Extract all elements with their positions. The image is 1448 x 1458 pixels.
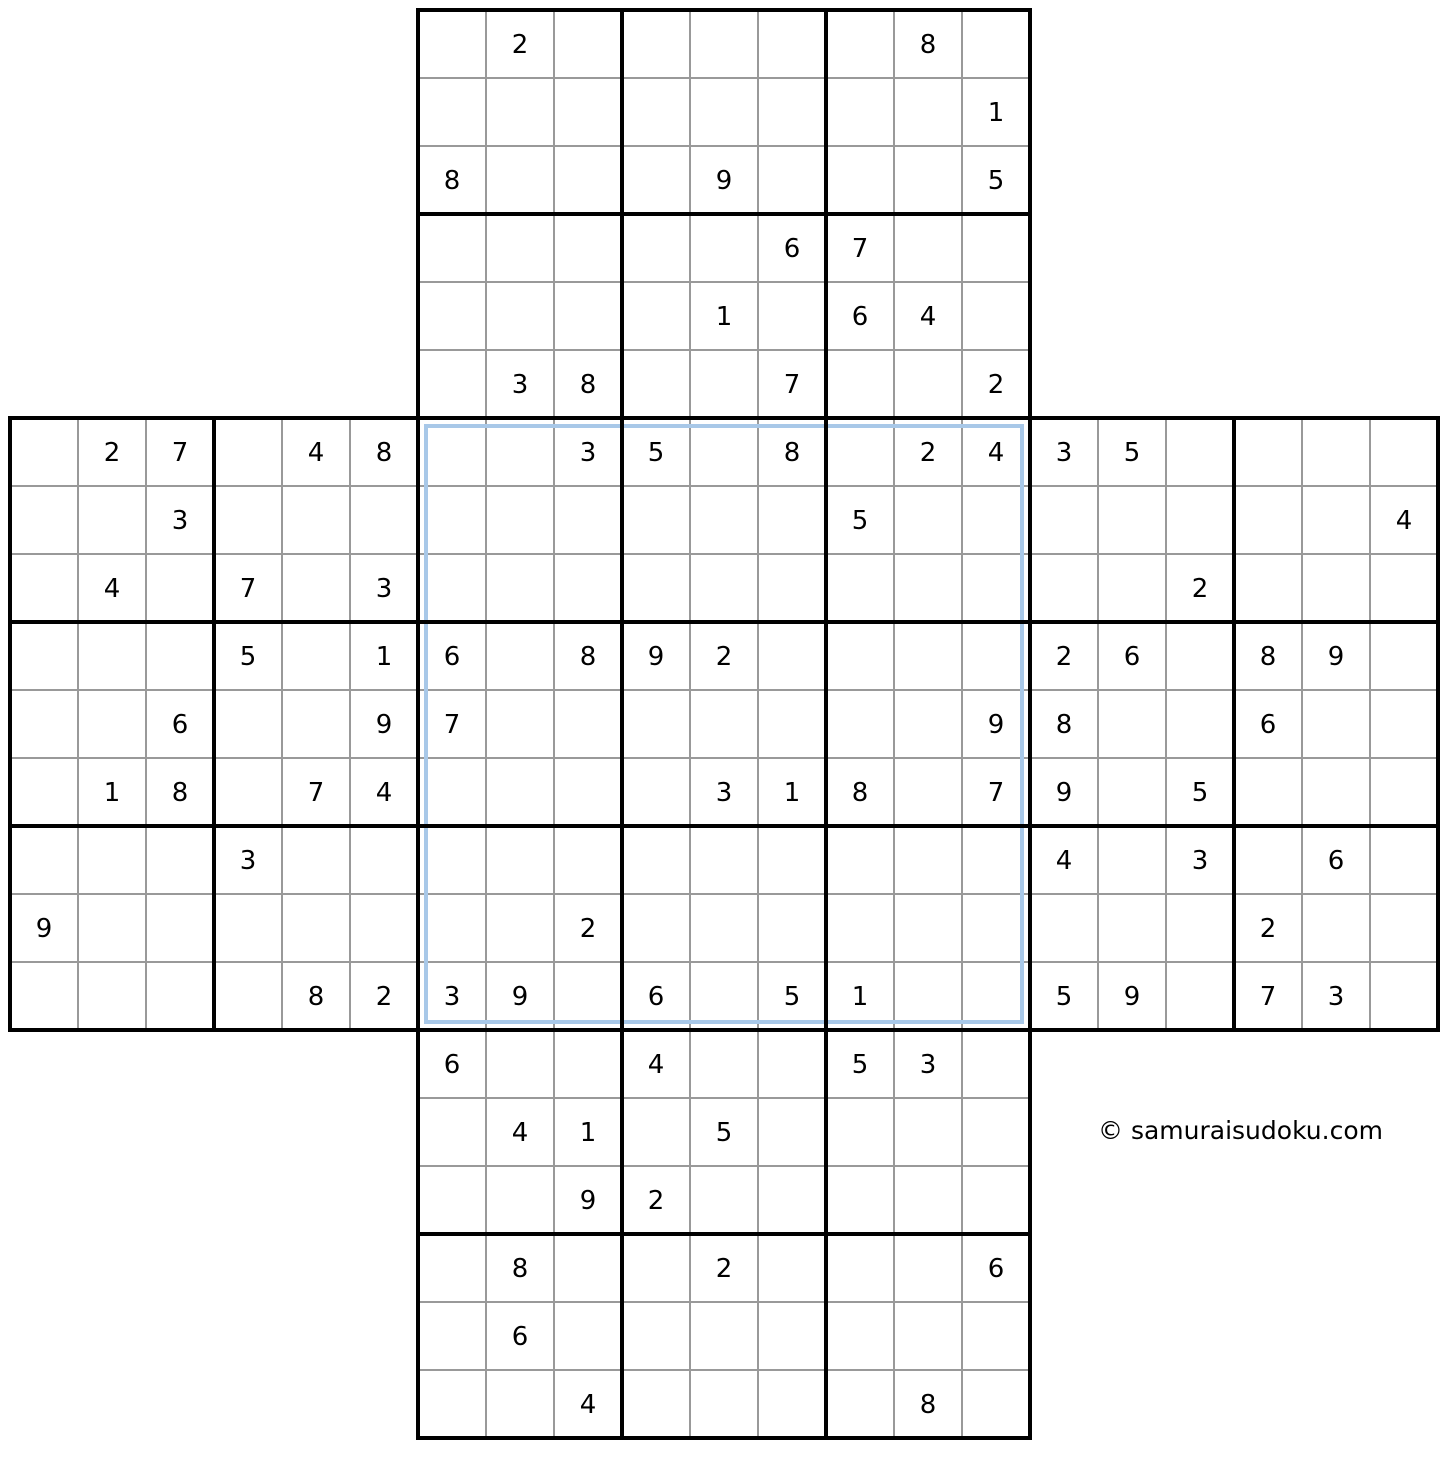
sudoku-cell[interactable]	[758, 1234, 826, 1302]
sudoku-cell[interactable]	[758, 826, 826, 894]
sudoku-cell[interactable]	[622, 486, 690, 554]
sudoku-cell[interactable]	[418, 486, 486, 554]
sudoku-cell[interactable]	[418, 758, 486, 826]
given-digit: 5	[1123, 438, 1141, 468]
sudoku-cell[interactable]	[826, 554, 894, 622]
given-digit: 8	[851, 778, 869, 808]
sudoku-cell[interactable]	[554, 1234, 622, 1302]
sudoku-cell[interactable]	[1166, 962, 1234, 1030]
given-digit: 5	[1191, 778, 1209, 808]
given-digit: 7	[851, 234, 869, 264]
sudoku-cell[interactable]	[690, 1166, 758, 1234]
sudoku-cell[interactable]	[962, 1166, 1030, 1234]
given-digit: 6	[987, 1254, 1005, 1284]
sudoku-cell[interactable]	[214, 418, 282, 486]
sudoku-cell[interactable]	[486, 486, 554, 554]
given-digit: 3	[443, 982, 461, 1012]
given-digit: 8	[1259, 642, 1277, 672]
sudoku-cell[interactable]	[622, 554, 690, 622]
sudoku-cell[interactable]	[894, 214, 962, 282]
sudoku-cell[interactable]	[1302, 418, 1370, 486]
sudoku-cell[interactable]	[1098, 758, 1166, 826]
sudoku-cell[interactable]	[10, 622, 78, 690]
sudoku-cell[interactable]	[962, 826, 1030, 894]
sudoku-cell[interactable]	[418, 554, 486, 622]
sudoku-cell[interactable]	[758, 146, 826, 214]
given-digit: 9	[1123, 982, 1141, 1012]
given-digit: 8	[511, 1254, 529, 1284]
sudoku-cell[interactable]	[1302, 554, 1370, 622]
sudoku-cell[interactable]	[486, 146, 554, 214]
sudoku-cell[interactable]	[1166, 894, 1234, 962]
given-digit: 5	[715, 1118, 733, 1148]
copyright-text: © samuraisudoku.com	[1098, 1116, 1383, 1145]
sudoku-cell[interactable]	[894, 1302, 962, 1370]
sudoku-cell[interactable]	[690, 690, 758, 758]
given-digit: 7	[171, 438, 189, 468]
given-digit: 9	[1327, 642, 1345, 672]
given-digit: 3	[919, 1050, 937, 1080]
sudoku-cell[interactable]	[962, 10, 1030, 78]
sudoku-cell[interactable]	[486, 622, 554, 690]
sudoku-cell[interactable]	[826, 1166, 894, 1234]
given-digit: 8	[579, 642, 597, 672]
sudoku-cell[interactable]	[486, 1166, 554, 1234]
sudoku-cell[interactable]	[826, 146, 894, 214]
sudoku-cell[interactable]	[690, 418, 758, 486]
sudoku-cell[interactable]	[1234, 486, 1302, 554]
given-digit: 4	[1395, 506, 1413, 536]
sudoku-cell[interactable]	[418, 1302, 486, 1370]
sudoku-cell[interactable]	[10, 758, 78, 826]
given-digit: 4	[919, 302, 937, 332]
sudoku-cell[interactable]	[622, 894, 690, 962]
sudoku-cell[interactable]	[894, 1234, 962, 1302]
sudoku-cell[interactable]	[554, 826, 622, 894]
given-digit: 5	[987, 166, 1005, 196]
sudoku-cell[interactable]	[1370, 554, 1438, 622]
sudoku-cell[interactable]	[622, 214, 690, 282]
sudoku-cell[interactable]	[554, 690, 622, 758]
sudoku-cell[interactable]	[690, 962, 758, 1030]
sudoku-cell[interactable]	[758, 894, 826, 962]
sudoku-cell[interactable]	[146, 554, 214, 622]
sudoku-cell[interactable]	[690, 826, 758, 894]
sudoku-cell[interactable]	[10, 554, 78, 622]
given-digit: 9	[579, 1186, 597, 1216]
sudoku-cell[interactable]	[1370, 690, 1438, 758]
sudoku-cell[interactable]	[826, 1234, 894, 1302]
given-digit: 6	[1327, 846, 1345, 876]
sudoku-cell[interactable]	[282, 486, 350, 554]
sudoku-cell[interactable]	[1370, 758, 1438, 826]
given-digit: 9	[35, 914, 53, 944]
sudoku-cell[interactable]	[1098, 894, 1166, 962]
sudoku-cell[interactable]	[350, 826, 418, 894]
sudoku-cell[interactable]	[418, 10, 486, 78]
sudoku-cell[interactable]	[214, 486, 282, 554]
sudoku-cell[interactable]	[350, 894, 418, 962]
sudoku-cell[interactable]	[622, 146, 690, 214]
sudoku-cell[interactable]	[418, 282, 486, 350]
given-digit: 2	[715, 1254, 733, 1284]
given-digit: 6	[443, 1050, 461, 1080]
given-digit: 7	[1259, 982, 1277, 1012]
given-digit: 3	[375, 574, 393, 604]
sudoku-cell[interactable]	[554, 10, 622, 78]
given-digit: 7	[307, 778, 325, 808]
given-digit: 6	[1259, 710, 1277, 740]
sudoku-cell[interactable]	[758, 1370, 826, 1438]
sudoku-cell[interactable]	[1166, 418, 1234, 486]
sudoku-cell[interactable]	[758, 554, 826, 622]
sudoku-cell[interactable]	[826, 622, 894, 690]
given-digit: 8	[919, 30, 937, 60]
sudoku-cell[interactable]	[554, 146, 622, 214]
sudoku-cell[interactable]	[350, 486, 418, 554]
sudoku-cell[interactable]	[758, 1166, 826, 1234]
sudoku-cell[interactable]	[690, 10, 758, 78]
sudoku-cell[interactable]	[214, 894, 282, 962]
sudoku-cell[interactable]	[554, 758, 622, 826]
given-digit: 7	[783, 370, 801, 400]
sudoku-cell[interactable]	[894, 1098, 962, 1166]
sudoku-cell[interactable]	[282, 894, 350, 962]
sudoku-cell[interactable]	[10, 962, 78, 1030]
sudoku-cell[interactable]	[758, 486, 826, 554]
sudoku-cell[interactable]	[622, 826, 690, 894]
sudoku-cell[interactable]	[486, 690, 554, 758]
sudoku-cell[interactable]	[826, 1098, 894, 1166]
given-digit: 6	[783, 234, 801, 264]
sudoku-cell[interactable]	[962, 1370, 1030, 1438]
sudoku-cell[interactable]	[554, 486, 622, 554]
given-digit: 9	[1055, 778, 1073, 808]
sudoku-cell[interactable]	[282, 826, 350, 894]
sudoku-cell[interactable]	[554, 962, 622, 1030]
sudoku-cell[interactable]	[1234, 758, 1302, 826]
sudoku-cell[interactable]	[146, 962, 214, 1030]
sudoku-cell[interactable]	[282, 622, 350, 690]
given-digit: 6	[851, 302, 869, 332]
sudoku-cell[interactable]	[894, 1166, 962, 1234]
sudoku-cell[interactable]	[690, 486, 758, 554]
given-digit: 2	[919, 438, 937, 468]
sudoku-cell[interactable]	[1370, 418, 1438, 486]
given-digit: 2	[1055, 642, 1073, 672]
sudoku-cell[interactable]	[758, 1030, 826, 1098]
sudoku-cell[interactable]	[486, 1370, 554, 1438]
given-digit: 2	[715, 642, 733, 672]
sudoku-cell[interactable]	[486, 826, 554, 894]
sudoku-cell[interactable]	[282, 690, 350, 758]
sudoku-cell[interactable]	[1166, 690, 1234, 758]
sudoku-cell[interactable]	[486, 554, 554, 622]
sudoku-cell[interactable]	[962, 894, 1030, 962]
given-digit: 4	[987, 438, 1005, 468]
sudoku-cell[interactable]	[962, 962, 1030, 1030]
sudoku-cell[interactable]	[758, 690, 826, 758]
sudoku-cell[interactable]	[1234, 418, 1302, 486]
given-digit: 3	[239, 846, 257, 876]
sudoku-cell[interactable]	[826, 894, 894, 962]
sudoku-cell[interactable]	[758, 282, 826, 350]
sudoku-cell[interactable]	[418, 1166, 486, 1234]
sudoku-cell[interactable]	[1030, 554, 1098, 622]
given-digit: 8	[579, 370, 597, 400]
given-digit: 1	[103, 778, 121, 808]
sudoku-cell[interactable]	[622, 1234, 690, 1302]
sudoku-cell[interactable]	[894, 146, 962, 214]
sudoku-cell[interactable]	[10, 418, 78, 486]
sudoku-cell[interactable]	[486, 1030, 554, 1098]
sudoku-cell[interactable]	[1030, 486, 1098, 554]
given-digit: 3	[1191, 846, 1209, 876]
given-digit: 9	[511, 982, 529, 1012]
given-digit: 9	[715, 166, 733, 196]
sudoku-cell[interactable]	[78, 486, 146, 554]
sudoku-cell[interactable]	[1234, 554, 1302, 622]
sudoku-cell[interactable]	[214, 690, 282, 758]
sudoku-cell[interactable]	[418, 826, 486, 894]
sudoku-cell[interactable]	[554, 1030, 622, 1098]
sudoku-cell[interactable]	[894, 622, 962, 690]
given-digit: 2	[511, 30, 529, 60]
given-digit: 4	[579, 1390, 597, 1420]
sudoku-cell[interactable]	[418, 214, 486, 282]
given-digit: 2	[1191, 574, 1209, 604]
sudoku-cell[interactable]	[78, 894, 146, 962]
given-digit: 5	[239, 642, 257, 672]
sudoku-cell[interactable]	[962, 1030, 1030, 1098]
given-digit: 8	[375, 438, 393, 468]
sudoku-cell[interactable]	[1302, 758, 1370, 826]
sudoku-cell[interactable]	[1302, 486, 1370, 554]
sudoku-cell[interactable]	[690, 1030, 758, 1098]
sudoku-cell[interactable]	[826, 418, 894, 486]
sudoku-cell[interactable]	[486, 78, 554, 146]
given-digit: 1	[987, 98, 1005, 128]
sudoku-cell[interactable]	[690, 78, 758, 146]
sudoku-cell[interactable]	[146, 826, 214, 894]
sudoku-cell[interactable]	[758, 622, 826, 690]
given-digit: 2	[579, 914, 597, 944]
sudoku-cell[interactable]	[554, 554, 622, 622]
sudoku-cell[interactable]	[146, 894, 214, 962]
sudoku-cell[interactable]	[554, 282, 622, 350]
sudoku-cell[interactable]	[146, 622, 214, 690]
sudoku-cell[interactable]	[826, 350, 894, 418]
sudoku-cell[interactable]	[962, 554, 1030, 622]
sudoku-cell[interactable]	[486, 758, 554, 826]
sudoku-cell[interactable]	[10, 826, 78, 894]
given-digit: 1	[715, 302, 733, 332]
sudoku-cell[interactable]	[418, 78, 486, 146]
sudoku-cell[interactable]	[282, 554, 350, 622]
given-digit: 2	[647, 1186, 665, 1216]
given-digit: 7	[239, 574, 257, 604]
given-digit: 3	[1055, 438, 1073, 468]
given-digit: 3	[171, 506, 189, 536]
given-digit: 8	[443, 166, 461, 196]
given-digit: 6	[647, 982, 665, 1012]
sudoku-cell[interactable]	[622, 690, 690, 758]
given-digit: 8	[783, 438, 801, 468]
given-digit: 9	[647, 642, 665, 672]
sudoku-cell[interactable]	[826, 78, 894, 146]
sudoku-cell[interactable]	[418, 350, 486, 418]
sudoku-cell[interactable]	[78, 826, 146, 894]
given-digit: 5	[851, 506, 869, 536]
sudoku-cell[interactable]	[418, 1370, 486, 1438]
given-digit: 2	[987, 370, 1005, 400]
sudoku-cell[interactable]	[1098, 554, 1166, 622]
sudoku-cell[interactable]	[78, 962, 146, 1030]
sudoku-cell[interactable]	[962, 486, 1030, 554]
sudoku-cell[interactable]	[1098, 826, 1166, 894]
sudoku-cell[interactable]	[690, 554, 758, 622]
sudoku-cell[interactable]	[486, 282, 554, 350]
sudoku-cell[interactable]	[826, 690, 894, 758]
sudoku-cell[interactable]	[690, 350, 758, 418]
sudoku-cell[interactable]	[622, 350, 690, 418]
given-digit: 2	[103, 438, 121, 468]
given-digit: 3	[715, 778, 733, 808]
sudoku-cell[interactable]	[486, 214, 554, 282]
given-digit: 4	[1055, 846, 1073, 876]
sudoku-cell[interactable]	[78, 622, 146, 690]
sudoku-cell[interactable]	[10, 690, 78, 758]
sudoku-cell[interactable]	[826, 1370, 894, 1438]
given-digit: 1	[783, 778, 801, 808]
given-digit: 5	[647, 438, 665, 468]
sudoku-cell[interactable]	[690, 214, 758, 282]
sudoku-cell[interactable]	[894, 894, 962, 962]
sudoku-cell[interactable]	[894, 826, 962, 894]
sudoku-cell[interactable]	[622, 10, 690, 78]
given-digit: 8	[307, 982, 325, 1012]
given-digit: 5	[783, 982, 801, 1012]
given-digit: 8	[1055, 710, 1073, 740]
sudoku-cell[interactable]	[690, 1302, 758, 1370]
sudoku-cell[interactable]	[486, 418, 554, 486]
sudoku-cell[interactable]	[554, 1302, 622, 1370]
given-digit: 8	[171, 778, 189, 808]
given-digit: 5	[851, 1050, 869, 1080]
sudoku-cell[interactable]	[758, 10, 826, 78]
sudoku-cell[interactable]	[894, 78, 962, 146]
sudoku-cell[interactable]	[554, 214, 622, 282]
sudoku-cell[interactable]	[758, 1302, 826, 1370]
given-digit: 4	[647, 1050, 665, 1080]
sudoku-cell[interactable]	[622, 282, 690, 350]
sudoku-cell[interactable]	[1166, 486, 1234, 554]
given-digit: 4	[103, 574, 121, 604]
given-digit: 4	[307, 438, 325, 468]
given-digit: 6	[171, 710, 189, 740]
sudoku-cell[interactable]	[894, 486, 962, 554]
given-digit: 8	[919, 1390, 937, 1420]
given-digit: 6	[1123, 642, 1141, 672]
given-digit: 6	[511, 1322, 529, 1352]
given-digit: 7	[987, 778, 1005, 808]
sudoku-cell[interactable]	[622, 1098, 690, 1166]
sudoku-cell[interactable]	[622, 758, 690, 826]
given-digit: 9	[375, 710, 393, 740]
sudoku-cell[interactable]	[1098, 486, 1166, 554]
given-digit: 3	[579, 438, 597, 468]
sudoku-cell[interactable]	[1166, 622, 1234, 690]
sudoku-cell[interactable]	[690, 1370, 758, 1438]
sudoku-cell[interactable]	[1370, 962, 1438, 1030]
given-digit: 4	[511, 1118, 529, 1148]
given-digit: 4	[375, 778, 393, 808]
sudoku-cell[interactable]	[758, 1098, 826, 1166]
given-digit: 3	[511, 370, 529, 400]
sudoku-cell[interactable]	[10, 486, 78, 554]
sudoku-cell[interactable]	[214, 962, 282, 1030]
sudoku-cell[interactable]	[894, 758, 962, 826]
sudoku-cell[interactable]	[962, 282, 1030, 350]
given-digit: 3	[1327, 982, 1345, 1012]
given-digit: 6	[443, 642, 461, 672]
sudoku-cells[interactable]	[10, 10, 1438, 1438]
sudoku-cell[interactable]	[826, 826, 894, 894]
sudoku-cell[interactable]	[1370, 894, 1438, 962]
sudoku-cell[interactable]	[962, 622, 1030, 690]
sudoku-cell[interactable]	[962, 1302, 1030, 1370]
given-digit: 2	[1259, 914, 1277, 944]
sudoku-cell[interactable]	[1098, 690, 1166, 758]
sudoku-cell[interactable]	[1302, 690, 1370, 758]
sudoku-cell[interactable]	[1030, 894, 1098, 962]
sudoku-cell[interactable]	[690, 894, 758, 962]
given-digit: 5	[1055, 982, 1073, 1012]
sudoku-cell[interactable]	[894, 962, 962, 1030]
sudoku-cell[interactable]	[622, 78, 690, 146]
sudoku-cell[interactable]	[418, 418, 486, 486]
sudoku-cell[interactable]	[758, 78, 826, 146]
given-digit: 1	[375, 642, 393, 672]
sudoku-cell[interactable]	[622, 1370, 690, 1438]
given-digit: 1	[579, 1118, 597, 1148]
sudoku-cell[interactable]	[1370, 622, 1438, 690]
sudoku-cell[interactable]	[418, 1098, 486, 1166]
sudoku-cell[interactable]	[826, 1302, 894, 1370]
sudoku-cell[interactable]	[486, 894, 554, 962]
sudoku-cell[interactable]	[1370, 826, 1438, 894]
sudoku-cell[interactable]	[78, 690, 146, 758]
sudoku-cell[interactable]	[554, 78, 622, 146]
sudoku-cell[interactable]	[962, 214, 1030, 282]
sudoku-cell[interactable]	[418, 894, 486, 962]
sudoku-cell[interactable]	[418, 1234, 486, 1302]
given-digit: 7	[443, 710, 461, 740]
sudoku-cell[interactable]	[1302, 894, 1370, 962]
given-digit: 2	[375, 982, 393, 1012]
sudoku-cell[interactable]	[1234, 826, 1302, 894]
given-digit: 9	[987, 710, 1005, 740]
sudoku-cell[interactable]	[894, 554, 962, 622]
sudoku-cell[interactable]	[622, 1302, 690, 1370]
sudoku-cell[interactable]	[214, 758, 282, 826]
sudoku-cell[interactable]	[962, 1098, 1030, 1166]
sudoku-cell[interactable]	[894, 350, 962, 418]
sudoku-cell[interactable]	[826, 10, 894, 78]
given-digit: 1	[851, 982, 869, 1012]
sudoku-cell[interactable]	[894, 690, 962, 758]
